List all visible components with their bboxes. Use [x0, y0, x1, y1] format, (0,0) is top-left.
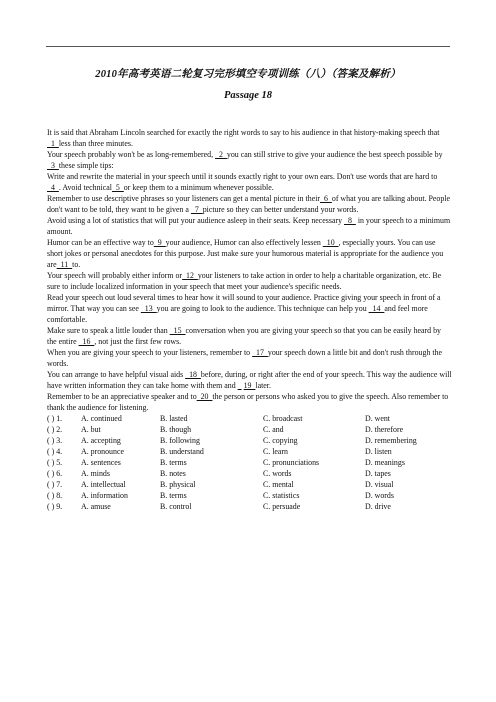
option-b: B. following	[160, 436, 200, 445]
option-d: D. drive	[365, 502, 391, 511]
passage-paragraph: Read your speech out loud several times to hear how it will sound to your audience. Practice giving your speech in front of a mirror. That way you can see 13 you are going to look to the audience. This technique can help you 14 and feel more comfortable.	[47, 293, 441, 324]
option-b: B. physical	[160, 480, 196, 489]
passage-paragraph: It is said that Abraham Lincoln searched for exactly the right words to say to his audience in that history-making speech that 1 less than three minutes.	[47, 128, 440, 148]
answer-blank: 12	[182, 271, 198, 280]
option-c: C. words	[263, 469, 292, 478]
passage-paragraph: You can arrange to have helpful visual aids 18 before, during, or right after the end of your speech. This way the audience will have written information they can take home with them and 19 later.	[47, 370, 452, 390]
option-b: B. terms	[160, 491, 187, 500]
passage-body	[47, 127, 452, 512]
answer-blank: 7	[190, 205, 203, 214]
option-d: D. tapes	[365, 469, 391, 478]
option-b: B. notes	[160, 469, 186, 478]
answer-blank: 2	[215, 150, 227, 159]
option-b: B. understand	[160, 447, 204, 456]
page-title: 2010年高考英语二轮复习完形填空专项训练（八）（答案及解析）	[95, 69, 401, 80]
question-number: ( ) 4.	[47, 447, 63, 456]
passage-paragraph: When you are giving your speech to your listeners, remember to 17 your speech down a little bit and don't rush through the words.	[47, 348, 442, 368]
answer-blank: 20	[196, 392, 213, 401]
passage-label: Passage 18	[223, 90, 273, 101]
answer-blank: 19	[243, 381, 256, 390]
answer-blank: 15	[169, 326, 186, 335]
passage-paragraph: Remember to be an appreciative speaker and to 20 the person or persons who asked you to give the speech. Also remember to thank the audience for listening.	[47, 392, 449, 412]
option-b: B. though	[160, 425, 192, 434]
question-number: ( ) 6.	[47, 469, 63, 478]
option-c: C. persuade	[263, 502, 301, 511]
answer-blank: 1	[47, 139, 59, 148]
answer-blank: 18	[185, 370, 201, 379]
question-number: ( ) 3.	[47, 436, 63, 445]
option-row	[47, 446, 452, 457]
option-row	[47, 424, 452, 435]
answer-blank	[238, 381, 242, 390]
option-row	[47, 457, 452, 468]
answer-blank: 16	[78, 337, 95, 346]
option-a: A. information	[81, 491, 128, 500]
passage-paragraph: Humor can be an effective way to 9 your audience, Humor can also effectively lessen 10 , especially yours. You can use short jokes or personal anecdotes for this purpose. Just make sure your humorous material is appropriate for the audience you are 11 to.	[47, 238, 444, 269]
option-d: D. meanings	[365, 458, 405, 467]
passage-paragraph: Remember to use descriptive phrases so your listeners can get a mental picture in their 6 of what you are talking about. People don't want to be told, they want to be given a 7 picture so they can better understand your words.	[47, 194, 450, 214]
option-a: A. intellectual	[81, 480, 126, 489]
option-row	[47, 490, 452, 501]
answer-blank: 10	[322, 238, 339, 247]
option-b: B. control	[160, 502, 192, 511]
option-a: A. amuse	[81, 502, 111, 511]
option-c: C. statistics	[263, 491, 300, 500]
option-b: B. lasted	[160, 414, 188, 423]
answer-blank: 13	[140, 304, 157, 313]
option-row	[47, 435, 452, 446]
answer-blank: 3	[47, 161, 59, 170]
question-number: ( ) 8.	[47, 491, 63, 500]
option-c: C. pronunciations	[263, 458, 320, 467]
option-c: C. copying	[263, 436, 298, 445]
options-list	[47, 413, 452, 512]
option-d: D. therefore	[365, 425, 404, 434]
option-a: A. pronounce	[81, 447, 124, 456]
option-a: A. accepting	[81, 436, 121, 445]
option-d: D. visual	[365, 480, 394, 489]
option-c: C. mental	[263, 480, 294, 489]
answer-blank: 9	[153, 238, 166, 247]
passage-paragraphs	[47, 127, 452, 413]
option-d: D. listen	[365, 447, 392, 456]
answer-blank: 14	[368, 304, 385, 313]
passage-paragraph: Make sure to speak a little louder than 15 conversation when you are giving your speech so that you can be easily heard by the entire 16 , not just the first few rows.	[47, 326, 441, 346]
passage-paragraph: Your speech will probably either inform or 12 your listeners to take action in order to help a charitable organization, etc. Be sure to include localized information in your speech that meet your audience's specific needs.	[47, 271, 442, 291]
answer-blank: 11	[56, 260, 73, 269]
option-c: C. and	[263, 425, 284, 434]
option-row	[47, 413, 452, 424]
option-a: A. sentences	[81, 458, 121, 467]
option-c: C. broadcast	[263, 414, 303, 423]
option-c: C. learn	[263, 447, 288, 456]
answer-blank: 17	[252, 348, 268, 357]
passage-paragraph: Avoid using a lot of statistics that will put your audience asleep in their seats. Keep necessary 8 in your speech to a minimum amount.	[47, 216, 451, 236]
option-row	[47, 501, 452, 512]
option-d: D. went	[365, 414, 390, 423]
answer-blank: 8	[344, 216, 356, 225]
answer-blank: 6	[320, 194, 332, 203]
question-number: ( ) 9.	[47, 502, 63, 511]
option-a: A. minds	[81, 469, 110, 478]
question-number: ( ) 2.	[47, 425, 63, 434]
passage-paragraph: Your speech probably won't be as long-remembered, 2 you can still strive to give your audience the best speech possible by 3 these simple tips:	[47, 150, 443, 170]
question-number: ( ) 5.	[47, 458, 63, 467]
question-number: ( ) 1.	[47, 414, 63, 423]
answer-blank: 4	[47, 183, 59, 192]
header-rule	[46, 46, 450, 47]
option-a: A. but	[81, 425, 101, 434]
option-d: D. words	[365, 491, 394, 500]
option-a: A. continued	[81, 414, 122, 423]
answer-blank: 5	[111, 183, 124, 192]
question-number: ( ) 7.	[47, 480, 63, 489]
option-d: D. remembering	[365, 436, 417, 445]
passage-paragraph: Write and rewrite the material in your speech until it sounds exactly right to your own ears. Don't use words that are hard to 4 . Avoid technical 5 or keep them to a minimum whenever possible.	[47, 172, 438, 192]
option-row	[47, 479, 452, 490]
option-b: B. terms	[160, 458, 187, 467]
option-row	[47, 468, 452, 479]
